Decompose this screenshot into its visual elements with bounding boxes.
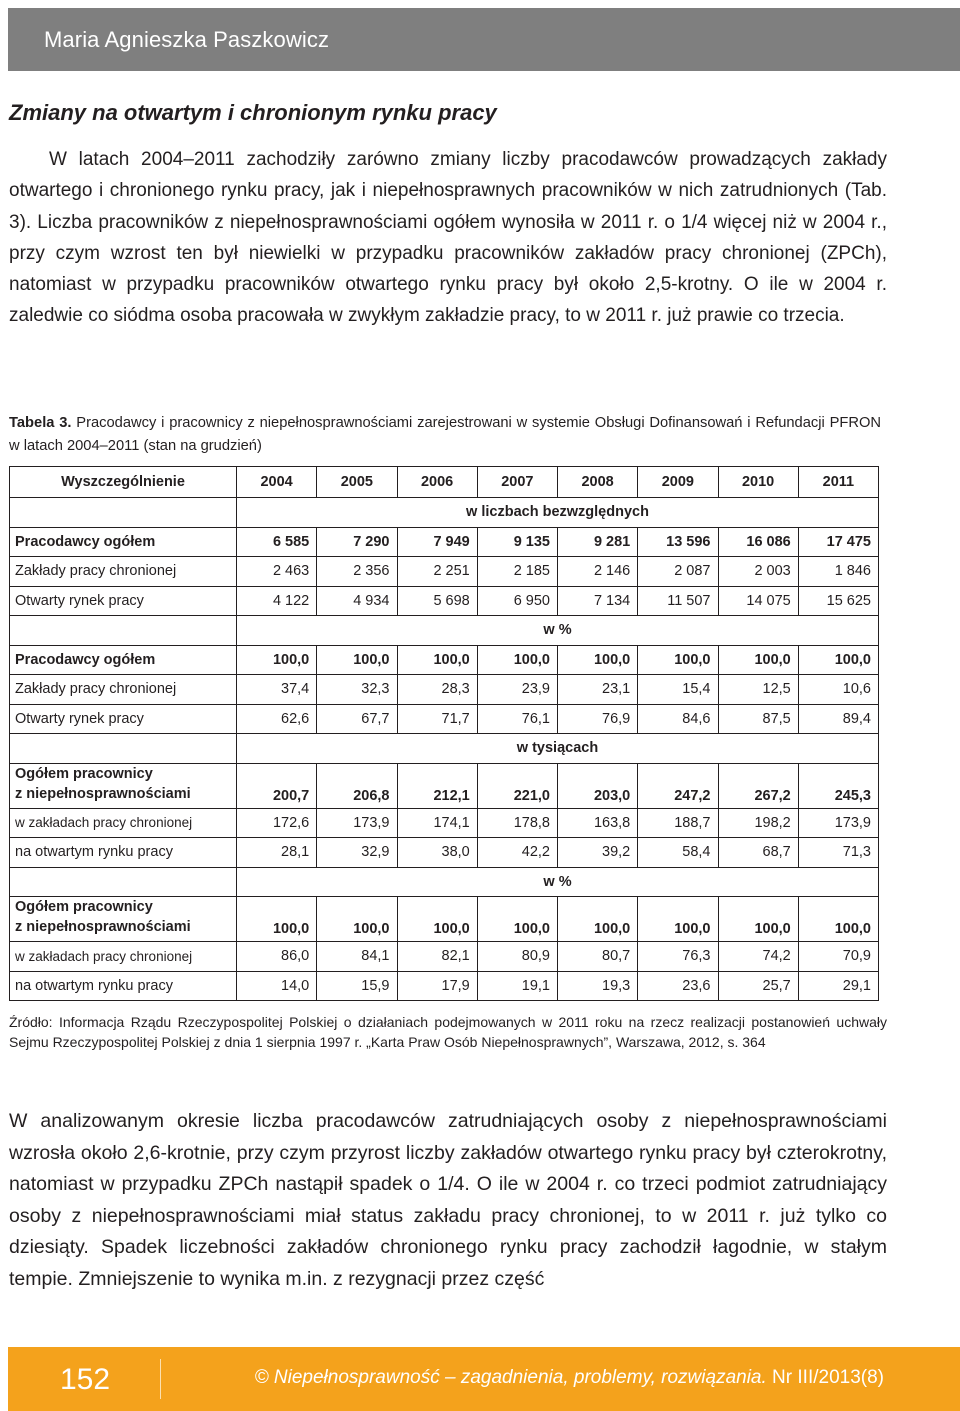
cell: 100,0 bbox=[718, 645, 798, 675]
cell: 23,6 bbox=[638, 971, 718, 1001]
section-title: Zmiany na otwartym i chronionym rynku pracy bbox=[9, 100, 497, 125]
cell: 2 251 bbox=[397, 557, 477, 587]
cell: 2 356 bbox=[317, 557, 397, 587]
cell: 198,2 bbox=[718, 808, 798, 838]
cell: 267,2 bbox=[718, 763, 798, 808]
cell: 100,0 bbox=[237, 645, 317, 675]
year-2011: 2011 bbox=[798, 467, 878, 498]
cell: 100,0 bbox=[798, 645, 878, 675]
row-label-line2: z niepełnosprawnościami bbox=[15, 785, 191, 802]
cell: 74,2 bbox=[718, 942, 798, 972]
page-header bbox=[8, 8, 960, 71]
cell: 15,4 bbox=[638, 675, 718, 705]
cell: 100,0 bbox=[558, 897, 638, 942]
year-2005: 2005 bbox=[317, 467, 397, 498]
cell: 28,1 bbox=[237, 838, 317, 868]
row-label: na otwartym rynku pracy bbox=[10, 838, 237, 868]
cell: 19,3 bbox=[558, 971, 638, 1001]
cell: 17,9 bbox=[397, 971, 477, 1001]
cell: 7 134 bbox=[558, 586, 638, 616]
cell: 4 934 bbox=[317, 586, 397, 616]
unit-row bbox=[10, 867, 879, 897]
cell: 13 596 bbox=[638, 527, 718, 557]
cell: 163,8 bbox=[558, 808, 638, 838]
row-label: Pracodawcy ogółem bbox=[10, 645, 237, 675]
cell: 2 185 bbox=[477, 557, 557, 587]
cell: 12,5 bbox=[718, 675, 798, 705]
header-label: Wyszczególnienie bbox=[10, 467, 237, 498]
cell: 71,7 bbox=[397, 704, 477, 734]
row-label: Otwarty rynek pracy bbox=[10, 586, 237, 616]
cell: 9 135 bbox=[477, 527, 557, 557]
cell: 32,9 bbox=[317, 838, 397, 868]
cell: 173,9 bbox=[317, 808, 397, 838]
cell: 100,0 bbox=[558, 645, 638, 675]
unit-label: w liczbach bezwzględnych bbox=[237, 498, 879, 528]
unit-row bbox=[10, 498, 879, 528]
page-number: 152 bbox=[60, 1363, 111, 1396]
cell: 4 122 bbox=[237, 586, 317, 616]
cell: 84,1 bbox=[317, 942, 397, 972]
table-row bbox=[10, 763, 879, 808]
cell: 200,7 bbox=[237, 763, 317, 808]
cell: 71,3 bbox=[798, 838, 878, 868]
cell: 203,0 bbox=[558, 763, 638, 808]
table-caption-label: Tabela 3. bbox=[9, 415, 72, 431]
cell: 2 003 bbox=[718, 557, 798, 587]
cell: 76,9 bbox=[558, 704, 638, 734]
cell: 23,1 bbox=[558, 675, 638, 705]
year-2010: 2010 bbox=[718, 467, 798, 498]
cell: 80,7 bbox=[558, 942, 638, 972]
row-label bbox=[10, 897, 237, 942]
table-row bbox=[10, 808, 879, 838]
table-row bbox=[10, 704, 879, 734]
table-row bbox=[10, 586, 879, 616]
cell: 42,2 bbox=[477, 838, 557, 868]
cell: 188,7 bbox=[638, 808, 718, 838]
table-header-row bbox=[10, 467, 879, 498]
cell: 178,8 bbox=[477, 808, 557, 838]
footer-divider bbox=[160, 1359, 161, 1399]
cell: 100,0 bbox=[237, 897, 317, 942]
cell: 28,3 bbox=[397, 675, 477, 705]
cell: 173,9 bbox=[798, 808, 878, 838]
cell: 67,7 bbox=[317, 704, 397, 734]
cell: 247,2 bbox=[638, 763, 718, 808]
cell: 68,7 bbox=[718, 838, 798, 868]
data-table bbox=[9, 466, 879, 1001]
cell: 87,5 bbox=[718, 704, 798, 734]
cell: 7 949 bbox=[397, 527, 477, 557]
cell: 206,8 bbox=[317, 763, 397, 808]
year-2007: 2007 bbox=[477, 467, 557, 498]
cell: 100,0 bbox=[477, 897, 557, 942]
cell: 100,0 bbox=[397, 645, 477, 675]
table-caption-text: Pracodawcy i pracownicy z niepełnosprawnościami zarejestrowani w systemie Obsługi Dofinansowań i Refundacji PFRON w latach 2004–2011 (stan na grudzień) bbox=[9, 415, 881, 454]
table-row bbox=[10, 557, 879, 587]
table-caption bbox=[9, 412, 881, 458]
cell: 2 463 bbox=[237, 557, 317, 587]
cell: 76,1 bbox=[477, 704, 557, 734]
cell: 23,9 bbox=[477, 675, 557, 705]
page-footer bbox=[8, 1347, 960, 1411]
table-row bbox=[10, 838, 879, 868]
year-2008: 2008 bbox=[558, 467, 638, 498]
cell: 89,4 bbox=[798, 704, 878, 734]
year-2009: 2009 bbox=[638, 467, 718, 498]
unit-label: w % bbox=[237, 616, 879, 646]
cell: 100,0 bbox=[477, 645, 557, 675]
author-name: Maria Agnieszka Paszkowicz bbox=[44, 27, 330, 52]
cell: 39,2 bbox=[558, 838, 638, 868]
year-2006: 2006 bbox=[397, 467, 477, 498]
cell: 100,0 bbox=[718, 897, 798, 942]
cell: 5 698 bbox=[397, 586, 477, 616]
cell: 2 146 bbox=[558, 557, 638, 587]
cell: 37,4 bbox=[237, 675, 317, 705]
cell: 82,1 bbox=[397, 942, 477, 972]
row-label-line2: z niepełnosprawnościami bbox=[15, 919, 191, 935]
table-row bbox=[10, 942, 879, 972]
unit-label: w tysiącach bbox=[237, 734, 879, 764]
cell: 100,0 bbox=[317, 897, 397, 942]
cell: 38,0 bbox=[397, 838, 477, 868]
cell: 58,4 bbox=[638, 838, 718, 868]
table-row bbox=[10, 675, 879, 705]
cell: 29,1 bbox=[798, 971, 878, 1001]
cell: 6 585 bbox=[237, 527, 317, 557]
journal-info bbox=[255, 1367, 884, 1389]
row-label: Zakłady pracy chronionej bbox=[10, 557, 237, 587]
cell: 62,6 bbox=[237, 704, 317, 734]
year-2004: 2004 bbox=[237, 467, 317, 498]
cell: 1 846 bbox=[798, 557, 878, 587]
unit-label: w % bbox=[237, 867, 879, 897]
row-label: w zakładach pracy chronionej bbox=[10, 808, 237, 838]
cell: 6 950 bbox=[477, 586, 557, 616]
cell: 25,7 bbox=[718, 971, 798, 1001]
cell: 32,3 bbox=[317, 675, 397, 705]
cell: 16 086 bbox=[718, 527, 798, 557]
paragraph-2: W analizowanym okresie liczba pracodawców zatrudniających osoby z niepełnosprawnościami wzrosła około 2,6-krotnie, przy czym przyrost liczby zakładów otwartego rynku pracy był czterokrotny, natomiast w przypadku ZPCh nastąpił spadek o 1/4. O ile w 2004 r. co trzeci podmiot zatrudniający osoby z niepełnosprawnościami miał status zakładu pracy chronionej, to w 2011 r. już tylko co dziesiąty. Spadek liczebności zakładów chronionego rynku pracy zachodził łagodnie, w stałym tempie. Zmniejszenie to wynika m.in. z rezygnacji przez część bbox=[9, 1110, 887, 1290]
cell: 100,0 bbox=[638, 645, 718, 675]
row-label-line1: Ogółem pracownicy bbox=[15, 765, 153, 782]
cell: 7 290 bbox=[317, 527, 397, 557]
cell: 221,0 bbox=[477, 763, 557, 808]
table-row bbox=[10, 897, 879, 942]
cell: 80,9 bbox=[477, 942, 557, 972]
unit-row bbox=[10, 616, 879, 646]
row-label: Zakłady pracy chronionej bbox=[10, 675, 237, 705]
cell: 100,0 bbox=[317, 645, 397, 675]
row-label: na otwartym rynku pracy bbox=[10, 971, 237, 1001]
journal-issue: Nr III/2013(8) bbox=[766, 1367, 884, 1388]
cell: 15,9 bbox=[317, 971, 397, 1001]
cell: 100,0 bbox=[638, 897, 718, 942]
paragraph-1: W latach 2004–2011 zachodziły zarówno zmiany liczby pracodawców prowadzących zakłady otwartego i chronionego rynku pracy, jak i niepełnosprawnych pracowników w nich zatrudnionych (Tab. 3). Liczba pracowników z niepełnosprawnościami ogółem wynosiła w 2011 r. o 1/4 więcej niż w 2004 r., przy czym wzrost ten był niewielki w przypadku pracowników zakładów pracy chronionej (ZPCh), natomiast w przypadku pracowników otwartego rynku pracy był około 2,5-krotny. O ile w 2004 r. zaledwie co siódma osoba pracowała w zwykłym zakładzie pracy, to w 2011 r. już prawie co trzecia. bbox=[9, 149, 887, 327]
cell: 76,3 bbox=[638, 942, 718, 972]
cell: 172,6 bbox=[237, 808, 317, 838]
cell: 245,3 bbox=[798, 763, 878, 808]
cell: 174,1 bbox=[397, 808, 477, 838]
table-source: Źródło: Informacja Rządu Rzeczypospolitej Polskiej o działaniach podejmowanych w 2011 roku na rzecz realizacji postanowień uchwały Sejmu Rzeczypospolitej Polskiej z dnia 1 sierpnia 1997 r. „Karta Praw Osób Niepełnosprawnych”, Warszawa, 2012, s. 364 bbox=[9, 1014, 887, 1050]
unit-row bbox=[10, 734, 879, 764]
cell: 84,6 bbox=[638, 704, 718, 734]
table-row bbox=[10, 527, 879, 557]
journal-title: © Niepełnosprawność – zagadnienia, problemy, rozwiązania. bbox=[254, 1367, 767, 1388]
cell: 100,0 bbox=[397, 897, 477, 942]
cell: 70,9 bbox=[798, 942, 878, 972]
row-label bbox=[10, 763, 237, 808]
row-label: Otwarty rynek pracy bbox=[10, 704, 237, 734]
table-row bbox=[10, 971, 879, 1001]
cell: 212,1 bbox=[397, 763, 477, 808]
row-label: Pracodawcy ogółem bbox=[10, 527, 237, 557]
table-row bbox=[10, 645, 879, 675]
cell: 2 087 bbox=[638, 557, 718, 587]
cell: 86,0 bbox=[237, 942, 317, 972]
cell: 14,0 bbox=[237, 971, 317, 1001]
cell: 15 625 bbox=[798, 586, 878, 616]
cell: 19,1 bbox=[477, 971, 557, 1001]
cell: 14 075 bbox=[718, 586, 798, 616]
cell: 10,6 bbox=[798, 675, 878, 705]
cell: 17 475 bbox=[798, 527, 878, 557]
cell: 9 281 bbox=[558, 527, 638, 557]
cell: 100,0 bbox=[798, 897, 878, 942]
cell: 11 507 bbox=[638, 586, 718, 616]
row-label-line1: Ogółem pracownicy bbox=[15, 899, 153, 915]
row-label: w zakładach pracy chronionej bbox=[10, 942, 237, 972]
